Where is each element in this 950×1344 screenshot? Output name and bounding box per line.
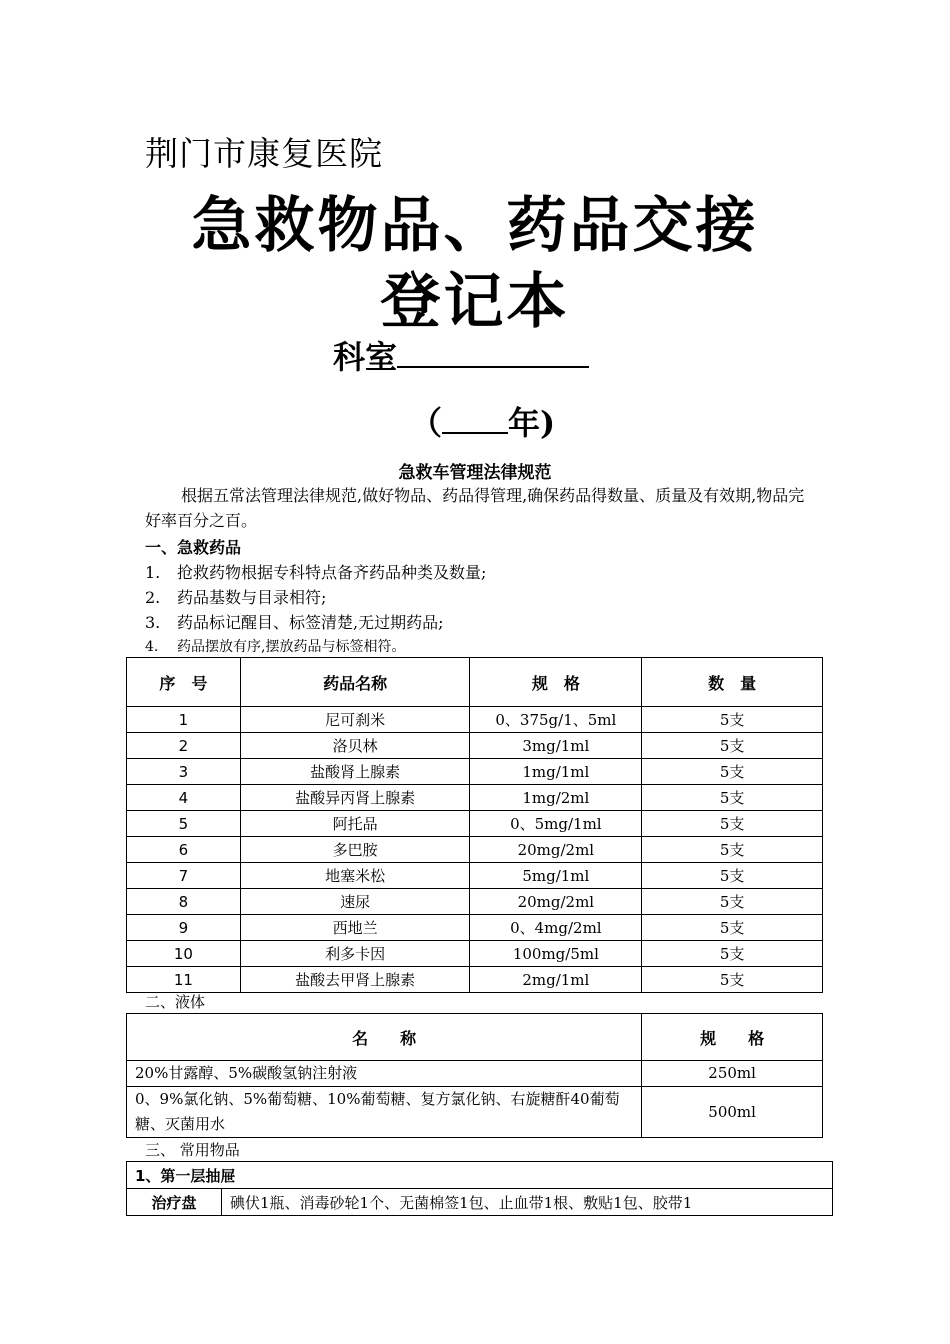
cell-serial: 4 (127, 785, 241, 811)
drug-table (126, 657, 823, 993)
cell-serial: 5 (127, 811, 241, 837)
table-row (127, 967, 823, 993)
cell-spec: 5mg/1ml (470, 863, 642, 889)
cell-drug-name: 阿托品 (240, 811, 470, 837)
cell-quantity: 5支 (642, 837, 823, 863)
cell-serial: 1 (127, 707, 241, 733)
cell-spec: 20mg/2ml (470, 837, 642, 863)
year-field (410, 398, 555, 444)
cell-spec: 1mg/2ml (470, 785, 642, 811)
cell-drug-name: 利多卡因 (240, 941, 470, 967)
rule-item (145, 610, 443, 633)
tray-contents: 碘伏1瓶、消毒砂轮1个、无菌棉签1包、止血带1根、敷贴1包、胶带1 (222, 1189, 833, 1216)
table-row (127, 1087, 823, 1138)
cell-spec: 100mg/5ml (470, 941, 642, 967)
cell-spec: 20mg/2ml (470, 889, 642, 915)
supplies-table (126, 1161, 833, 1216)
header-drug-name: 药品名称 (240, 658, 470, 707)
cell-spec: 2mg/1ml (470, 967, 642, 993)
rule-item (145, 636, 405, 656)
cell-serial: 8 (127, 889, 241, 915)
table-row (127, 785, 823, 811)
rule-item-number: 3. (145, 613, 161, 632)
table-row (127, 1061, 823, 1087)
header-serial: 序 号 (127, 658, 241, 707)
cell-serial: 6 (127, 837, 241, 863)
cell-quantity: 5支 (642, 785, 823, 811)
cell-drug-name: 地塞米松 (240, 863, 470, 889)
cell-drug-name: 尼可刹米 (240, 707, 470, 733)
cell-liquid-spec: 500ml (642, 1087, 823, 1138)
cell-drug-name: 盐酸异丙肾上腺素 (240, 785, 470, 811)
cell-quantity: 5支 (642, 889, 823, 915)
cell-drug-name: 盐酸肾上腺素 (240, 759, 470, 785)
cell-drug-name: 多巴胺 (240, 837, 470, 863)
cell-serial: 9 (127, 915, 241, 941)
table-row (127, 915, 823, 941)
cell-liquid-name: 0、9%氯化钠、5%葡萄糖、10%葡萄糖、复方氯化钠、右旋糖酐40葡萄糖、灭菌用水 (127, 1087, 642, 1138)
cell-quantity: 5支 (642, 759, 823, 785)
tray-label: 治疗盘 (127, 1189, 222, 1216)
rule-item (145, 585, 326, 608)
cell-serial: 10 (127, 941, 241, 967)
hospital-name: 荆门市康复医院 (145, 134, 383, 173)
liquid-table (126, 1013, 823, 1138)
table-row (127, 837, 823, 863)
cell-quantity: 5支 (642, 941, 823, 967)
table-row (127, 759, 823, 785)
cell-quantity: 5支 (642, 733, 823, 759)
table-row (127, 941, 823, 967)
section-common-supplies: 三、 常用物品 (145, 1141, 240, 1159)
cell-drug-name: 西地兰 (240, 915, 470, 941)
cell-serial: 11 (127, 967, 241, 993)
department-blank (397, 336, 589, 368)
department-field (333, 332, 589, 378)
table-row (127, 707, 823, 733)
cell-drug-name: 盐酸去甲肾上腺素 (240, 967, 470, 993)
cell-spec: 0、375g/1、5ml (470, 707, 642, 733)
rule-item-number: 2. (145, 588, 161, 607)
liquid-table-header (127, 1014, 823, 1061)
drug-table-header (127, 658, 823, 707)
rule-item-text: 药品标记醒目、标签清楚,无过期药品; (177, 613, 444, 632)
table-row (127, 1189, 833, 1216)
year-open-paren: （ (410, 404, 443, 442)
rule-item-number: 4. (145, 639, 159, 655)
rules-intro: 根据五常法管理法律规范,做好物品、药品得管理,确保药品得数量、质量及有效期,物品完好率百分之百。 (145, 486, 805, 530)
table-row (127, 1162, 833, 1189)
table-row (127, 889, 823, 915)
rules-title: 急救车管理法律规范 (398, 463, 552, 483)
cell-spec: 0、4mg/2ml (470, 915, 642, 941)
drawer-one-header: 1、第一层抽屉 (127, 1162, 833, 1189)
table-row (127, 863, 823, 889)
cell-serial: 2 (127, 733, 241, 759)
register-title-line2: 登记本 (380, 267, 570, 337)
cell-quantity: 5支 (642, 811, 823, 837)
rule-item-text: 抢救药物根据专科特点备齐药品种类及数量; (177, 563, 487, 582)
table-row (127, 733, 823, 759)
cell-serial: 7 (127, 863, 241, 889)
cell-quantity: 5支 (642, 915, 823, 941)
cell-quantity: 5支 (642, 967, 823, 993)
cell-spec: 1mg/1ml (470, 759, 642, 785)
section-emergency-drugs: 一、急救药品 (145, 538, 242, 557)
cell-liquid-name: 20%甘露醇、5%碳酸氢钠注射液 (127, 1061, 642, 1087)
rule-item-text: 药品基数与目录相符; (177, 588, 327, 607)
cell-spec: 3mg/1ml (470, 733, 642, 759)
cell-drug-name: 速尿 (240, 889, 470, 915)
section-liquids: 二、液体 (145, 993, 206, 1011)
cell-quantity: 5支 (642, 707, 823, 733)
cell-spec: 0、5mg/1ml (470, 811, 642, 837)
cell-serial: 3 (127, 759, 241, 785)
cell-liquid-spec: 250ml (642, 1061, 823, 1087)
register-title-line1: 急救物品、药品交接 (191, 191, 759, 261)
year-blank (442, 404, 508, 434)
header-spec: 规 格 (470, 658, 642, 707)
rule-item-number: 1. (145, 563, 161, 582)
cell-drug-name: 洛贝林 (240, 733, 470, 759)
rule-item (145, 560, 486, 583)
header-quantity: 数 量 (642, 658, 823, 707)
header-liquid-spec: 规 格 (642, 1014, 823, 1061)
rule-item-text: 药品摆放有序,摆放药品与标签相符。 (177, 639, 406, 655)
department-label: 科室 (333, 338, 398, 376)
table-row (127, 811, 823, 837)
header-liquid-name: 名 称 (127, 1014, 642, 1061)
cell-quantity: 5支 (642, 863, 823, 889)
year-label: 年) (508, 404, 556, 442)
